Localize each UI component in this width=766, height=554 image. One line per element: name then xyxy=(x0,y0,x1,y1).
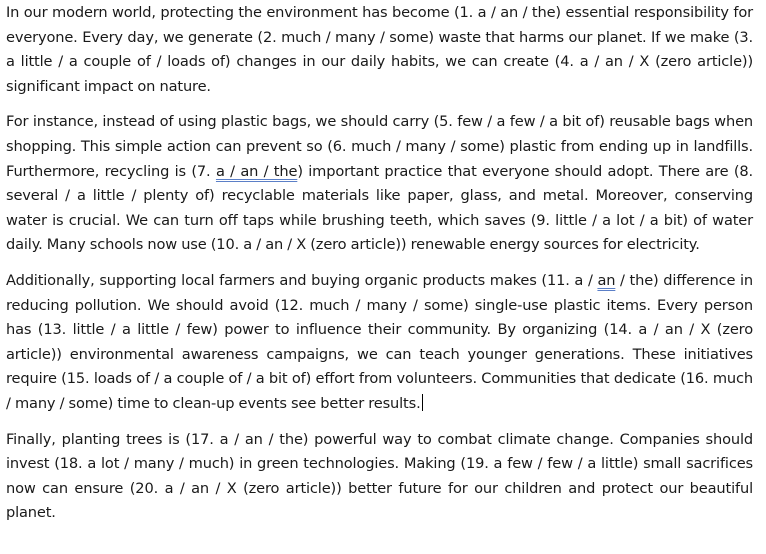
text-cursor xyxy=(422,394,423,411)
paragraph-text: For instance, instead of using plastic bags, we should carry (5. few / a few / a bit of) reusable bags when shopping. This simple action can prevent so (6. much / many / some) plastic from ending up in landfills. Furthermore, recycling is (7. xyxy=(6,113,753,180)
paragraph-text: ) important practice that everyone should adopt. There are (8. several / a little / plenty of) recyclable materials like paper, glass, and metal. Moreover, conserving water is crucial. We can turn off taps while brushing teeth, which saves (9. little / a lot / a bit) of water daily. Many schools now use (10. a / an / X (zero article)) renewable energy sources for electricity. xyxy=(6,162,753,254)
paragraph-text: Finally, planting trees is (17. a / an / the) powerful way to combat climate change. Companies should invest (18. a lot / many / much) in green technologies. Making (19. a few / few / a little) small sacrifices now can ensure (20. a / an / X (zero article)) better future for our children and protect our beautiful planet. xyxy=(6,430,753,522)
paragraph-text: / the) difference in reducing pollution. We should avoid (12. much / many / some) single-use plastic items. Every person has (13. little / a little / few) power to influence their community. By organizing (14. a / an / X (zero article)) environmental awareness campaigns, we can teach younger generations. These initiatives require (15. loads of / a couple of / a bit of) effort from volunteers. Communities that dedicate (16. much / many / some) time to clean-up events see better results. xyxy=(6,271,753,412)
grammar-flag-underline[interactable]: an xyxy=(597,271,616,289)
paragraph-4 xyxy=(6,428,753,526)
grammar-flag-underline[interactable]: a / an / the xyxy=(215,162,298,180)
paragraph-2 xyxy=(6,110,753,258)
paragraph-text: Additionally, supporting local farmers and buying organic products makes (11. a / xyxy=(6,271,598,289)
paragraph-3 xyxy=(6,269,753,417)
paragraph-text: In our modern world, protecting the environment has become (1. a / an / the) essential responsibility for everyone. Every day, we generate (2. much / many / some) waste that harms our planet. If we make (3. a little / a couple of / loads of) changes in our daily habits, we can create (4. a / an / X (zero article)) significant impact on nature. xyxy=(6,4,753,95)
paragraph-1 xyxy=(6,1,753,99)
document-body[interactable] xyxy=(6,0,753,537)
